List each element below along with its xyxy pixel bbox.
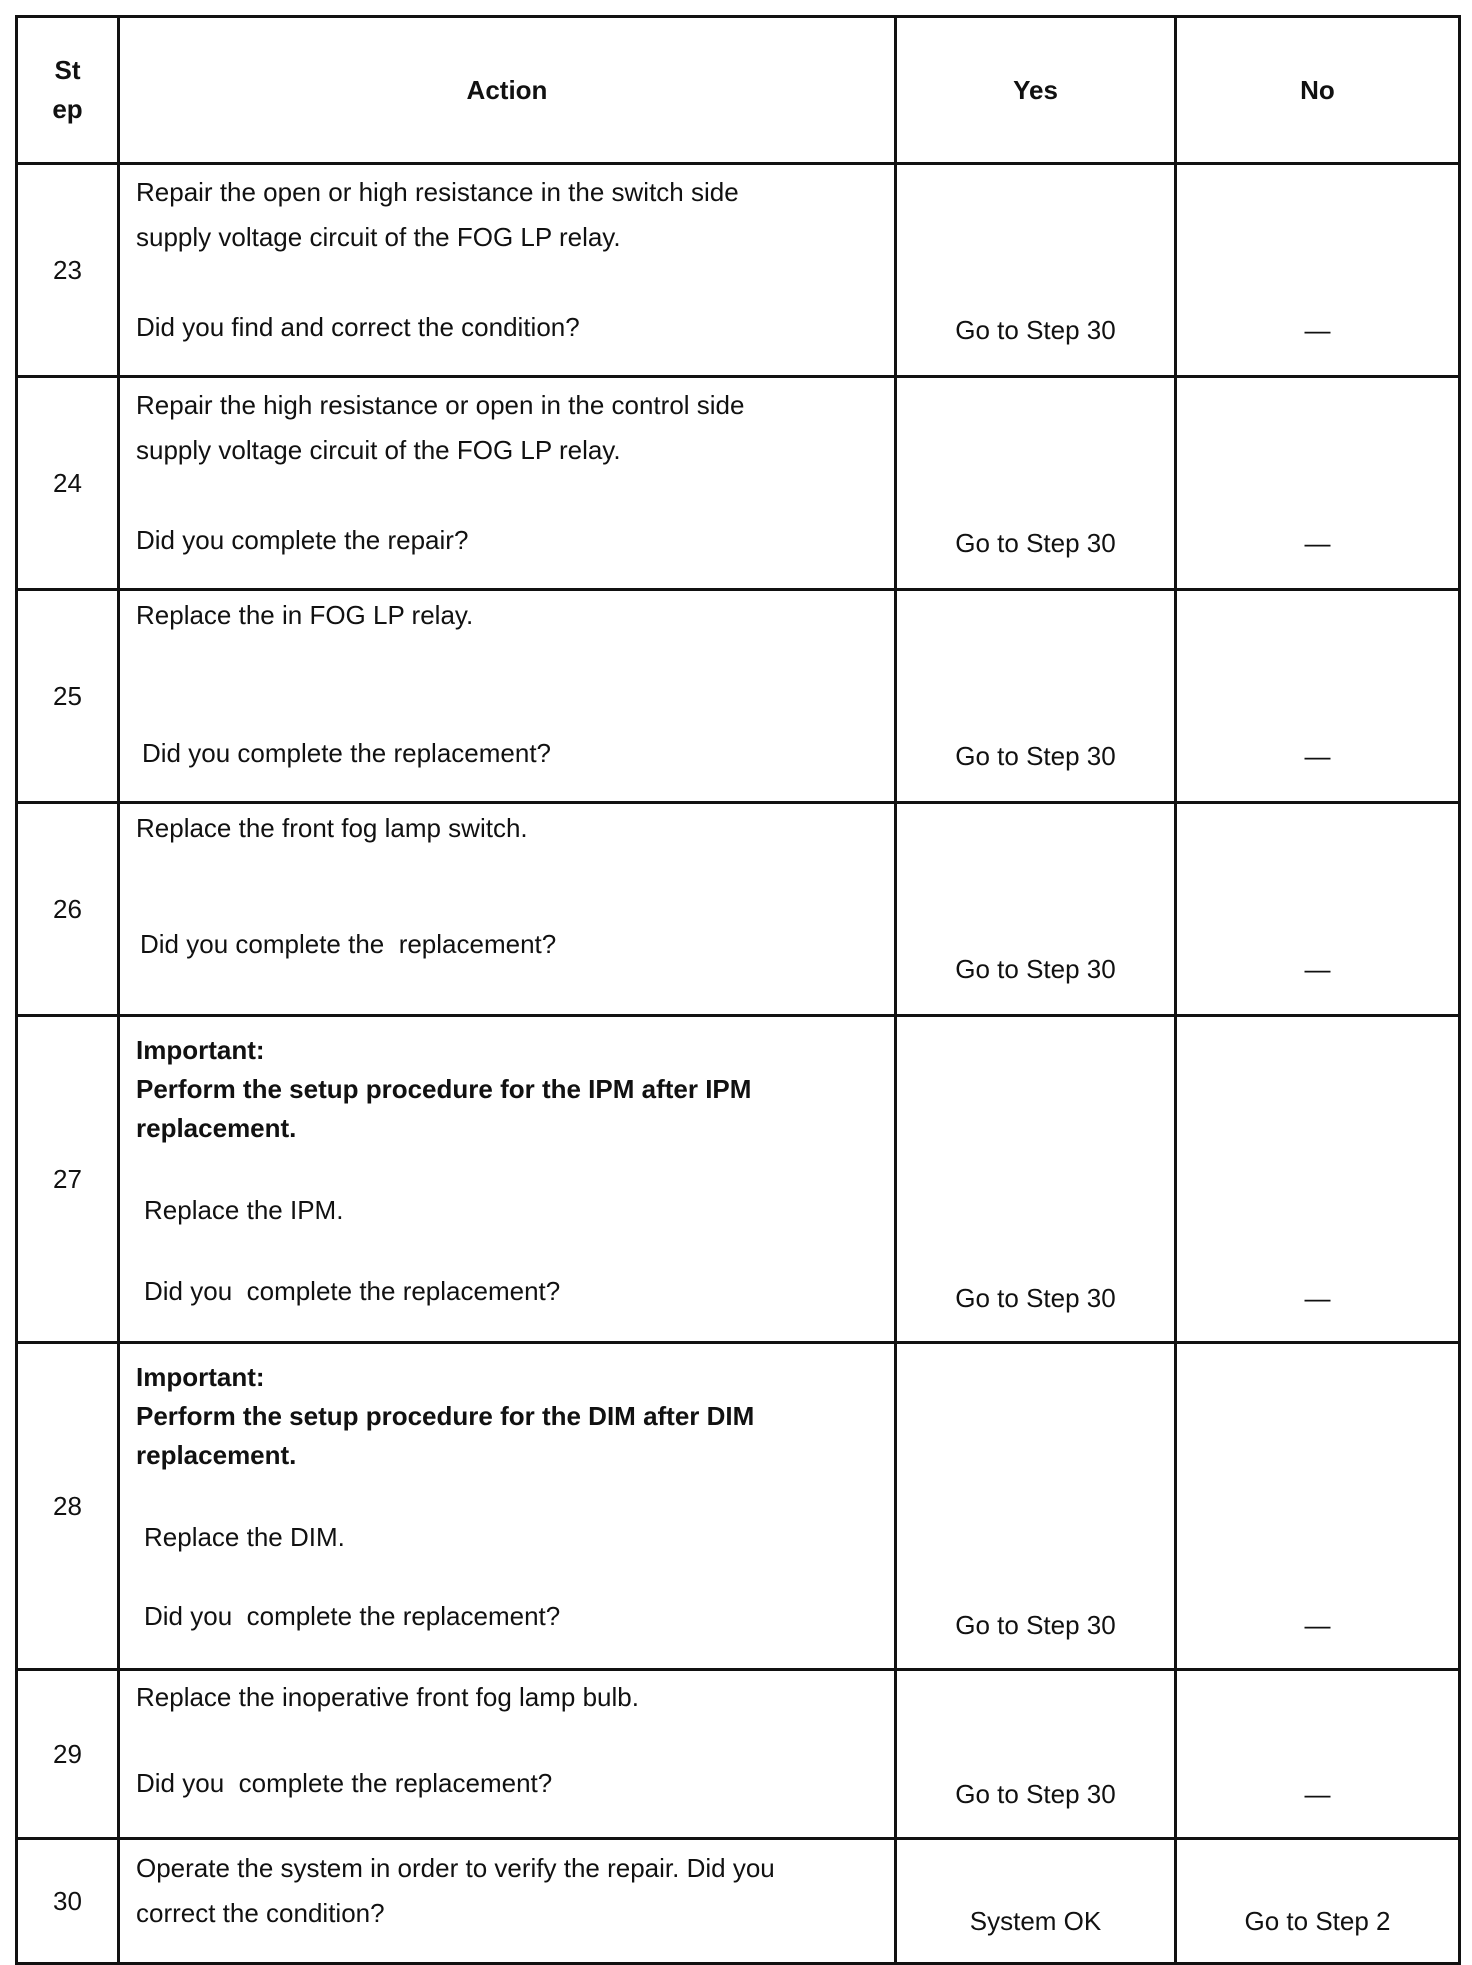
header-step-line1: St bbox=[54, 55, 81, 85]
yes-result: System OK bbox=[969, 1906, 1102, 1936]
action-cell bbox=[119, 1343, 896, 1670]
action-cell bbox=[119, 803, 896, 1016]
action-text: Repair the high resistance or open in the control side supply voltage circuit of the FOG LP relay. bbox=[136, 390, 745, 465]
no-result: — bbox=[1304, 1779, 1331, 1809]
action-cell bbox=[119, 1016, 896, 1343]
yes-cell bbox=[896, 377, 1176, 590]
no-cell bbox=[1176, 1839, 1460, 1964]
table-row bbox=[17, 1016, 1460, 1343]
action-question: Did you complete the replacement? bbox=[136, 1768, 553, 1798]
action-cell bbox=[119, 590, 896, 803]
no-result: — bbox=[1304, 741, 1331, 771]
step-number: 26 bbox=[17, 803, 119, 1016]
diagnostic-table bbox=[15, 15, 1461, 1965]
action-cell bbox=[119, 1839, 896, 1964]
important-note: Important: Perform the setup procedure for the IPM after IPM replacement. bbox=[136, 1035, 752, 1143]
header-step bbox=[17, 17, 119, 164]
step-number: 30 bbox=[17, 1839, 119, 1964]
action-question: Did you complete the repair? bbox=[136, 525, 469, 555]
yes-cell bbox=[896, 1670, 1176, 1839]
action-cell bbox=[119, 377, 896, 590]
header-action: Action bbox=[119, 17, 896, 164]
yes-result: Go to Step 30 bbox=[955, 741, 1116, 771]
no-result: Go to Step 2 bbox=[1244, 1906, 1391, 1936]
no-cell bbox=[1176, 1670, 1460, 1839]
no-result: — bbox=[1304, 1283, 1331, 1313]
table-row bbox=[17, 803, 1460, 1016]
no-cell bbox=[1176, 377, 1460, 590]
action-text: Replace the DIM. bbox=[144, 1522, 345, 1552]
no-result: — bbox=[1304, 528, 1331, 558]
important-note: Important: Perform the setup procedure for the DIM after DIM replacement. bbox=[136, 1362, 755, 1470]
action-question: Did you complete the replacement? bbox=[142, 738, 552, 768]
no-result: — bbox=[1304, 315, 1331, 345]
yes-result: Go to Step 30 bbox=[955, 1283, 1116, 1313]
action-text: Replace the inoperative front fog lamp bulb. bbox=[136, 1682, 639, 1712]
yes-cell bbox=[896, 1839, 1176, 1964]
step-number: 25 bbox=[17, 590, 119, 803]
no-cell bbox=[1176, 1343, 1460, 1670]
header-step-line2: ep bbox=[52, 94, 83, 124]
header-row bbox=[17, 17, 1460, 164]
table-row bbox=[17, 164, 1460, 377]
yes-cell bbox=[896, 1016, 1176, 1343]
action-text: Replace the front fog lamp switch. bbox=[136, 813, 528, 843]
no-result: — bbox=[1304, 1610, 1331, 1640]
yes-result: Go to Step 30 bbox=[955, 315, 1116, 345]
yes-cell bbox=[896, 1343, 1176, 1670]
yes-cell bbox=[896, 164, 1176, 377]
table-row bbox=[17, 1343, 1460, 1670]
step-number: 23 bbox=[17, 164, 119, 377]
action-text: Replace the in FOG LP relay. bbox=[136, 600, 474, 630]
no-cell bbox=[1176, 1016, 1460, 1343]
header-yes: Yes bbox=[896, 17, 1176, 164]
yes-result: Go to Step 30 bbox=[955, 954, 1116, 984]
step-number: 28 bbox=[17, 1343, 119, 1670]
action-cell bbox=[119, 164, 896, 377]
no-cell bbox=[1176, 590, 1460, 803]
action-question: Did you find and correct the condition? bbox=[136, 312, 580, 342]
yes-result: Go to Step 30 bbox=[955, 1610, 1116, 1640]
yes-cell bbox=[896, 803, 1176, 1016]
table-row bbox=[17, 377, 1460, 590]
table-row bbox=[17, 1670, 1460, 1839]
yes-cell bbox=[896, 590, 1176, 803]
header-no: No bbox=[1176, 17, 1460, 164]
action-cell bbox=[119, 1670, 896, 1839]
table-row bbox=[17, 590, 1460, 803]
step-number: 29 bbox=[17, 1670, 119, 1839]
action-question: Did you complete the replacement? bbox=[140, 929, 557, 959]
no-cell bbox=[1176, 164, 1460, 377]
table-row bbox=[17, 1839, 1460, 1964]
yes-result: Go to Step 30 bbox=[955, 528, 1116, 558]
yes-result: Go to Step 30 bbox=[955, 1779, 1116, 1809]
action-text: Replace the IPM. bbox=[144, 1195, 344, 1225]
action-question: Did you complete the replacement? bbox=[144, 1276, 561, 1306]
step-number: 24 bbox=[17, 377, 119, 590]
action-text: Operate the system in order to verify the repair. Did you correct the condition? bbox=[136, 1853, 775, 1928]
no-result: — bbox=[1304, 954, 1331, 984]
no-cell bbox=[1176, 803, 1460, 1016]
step-number: 27 bbox=[17, 1016, 119, 1343]
action-question: Did you complete the replacement? bbox=[144, 1601, 561, 1631]
action-text: Repair the open or high resistance in the switch side supply voltage circuit of the FOG LP relay. bbox=[136, 177, 739, 252]
